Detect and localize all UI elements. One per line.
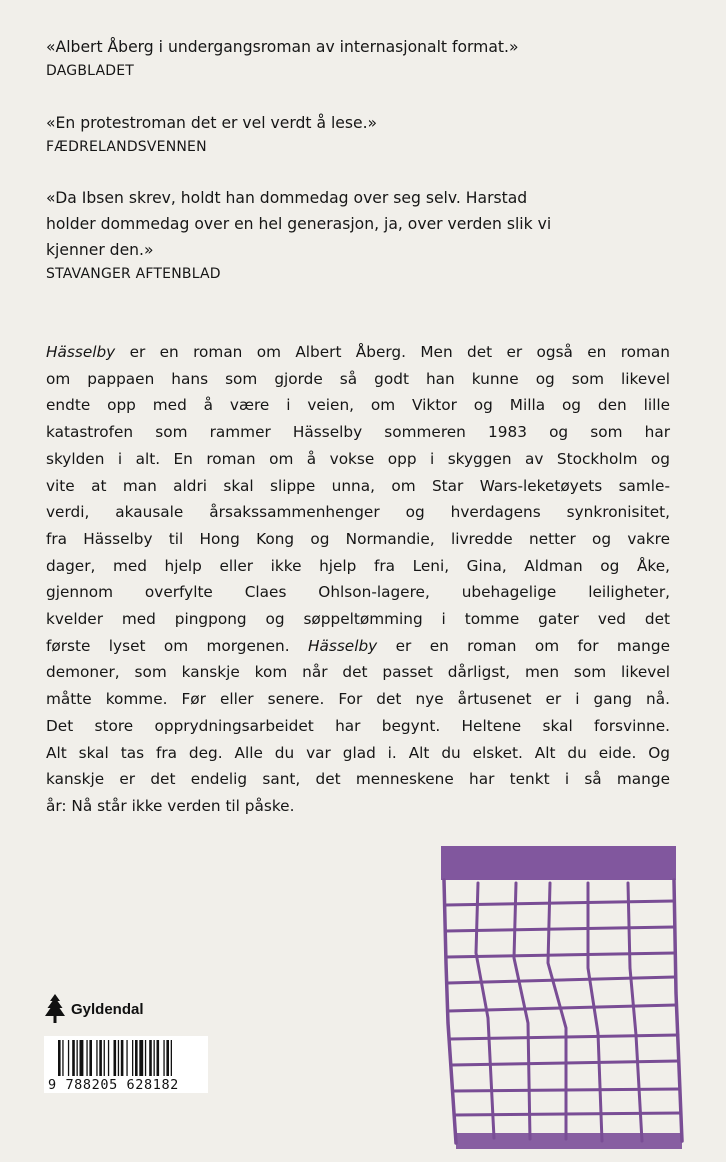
quote-line: kjenner den.» bbox=[46, 241, 154, 259]
quote-source: DAGBLADET bbox=[46, 63, 134, 79]
blurb-line: om pappaen hans som gjorde så godt han kunne og som likevel bbox=[46, 369, 670, 388]
blurb-line: endte opp med å være i veien, om Viktor og Milla og den lille bbox=[46, 396, 670, 415]
book-title: Hässelby bbox=[307, 636, 378, 655]
blurb-line: Alt skal tas fra deg. Alle du var glad i. Alt du elsket. Alt du eide. Og bbox=[46, 743, 670, 762]
publisher-logo bbox=[44, 994, 144, 1024]
tree-icon bbox=[44, 994, 66, 1024]
barcode-bars bbox=[44, 1036, 208, 1078]
blurb-text: er en roman om Albert Åberg. Men det er også en roman bbox=[115, 343, 670, 361]
blurb-line: måtte komme. Før eller senere. For det nye årtusenet er i gang nå. bbox=[46, 690, 670, 709]
blurb-line: kanskje er det endelig sant, det menneskene har tenkt i så mange bbox=[46, 770, 670, 789]
blurb-line: demoner, som kanskje kom når det passet dårligst, men som likevel bbox=[46, 663, 670, 682]
blurb-line bbox=[46, 633, 670, 660]
blurb-text: første lyset om morgenen. bbox=[46, 636, 308, 655]
blurb-line: gjennom overfylte Claes Ohlson-lagere, ubehagelige leiligheter, bbox=[46, 583, 670, 602]
review-quote-stavanger-aftenblad bbox=[46, 185, 646, 285]
review-quote-faedrelandsvennen bbox=[46, 110, 646, 158]
review-quote-dagbladet bbox=[46, 34, 646, 82]
blurb-line: verdi, akausale årsakssammenhenger og hverdagens synkronisitet, bbox=[46, 503, 670, 522]
quote-source: STAVANGER AFTENBLAD bbox=[46, 266, 221, 282]
blurb-text: er en roman om for mange bbox=[377, 636, 670, 655]
crayon-grid-drawing bbox=[438, 843, 688, 1155]
quote-text bbox=[46, 185, 646, 263]
blurb-line: kvelder med pingpong og søppeltømming i tomme gater ved det bbox=[46, 610, 670, 629]
blurb-line: dager, med hjelp eller ikke hjelp fra Leni, Gina, Aldman og Åke, bbox=[46, 556, 670, 575]
blurb-line: vite at man aldri skal slippe unna, om Star Wars-leketøyets samle- bbox=[46, 476, 670, 495]
publisher-name: Gyldendal bbox=[71, 1000, 144, 1018]
barcode-digits: 9 788205 628182 bbox=[48, 1077, 179, 1093]
quote-text: «En protestroman det er vel verdt å lese.» bbox=[46, 114, 378, 132]
blurb-line: Det store opprydningsarbeidet har begynt. Heltene skal forsvinne. bbox=[46, 716, 670, 735]
blurb-line bbox=[46, 339, 670, 366]
blurb-line: katastrofen som rammer Hässelby sommeren 1983 og som har bbox=[46, 423, 670, 442]
book-blurb bbox=[46, 339, 670, 820]
quote-line: «Da Ibsen skrev, holdt han dommedag over seg selv. Harstad bbox=[46, 189, 528, 207]
blurb-line: fra Hässelby til Hong Kong og Normandie, livredde netter og vakre bbox=[46, 529, 670, 548]
quote-source: FÆDRELANDSVENNEN bbox=[46, 139, 207, 155]
book-title: Hässelby bbox=[46, 343, 116, 361]
quote-text: «Albert Åberg i undergangsroman av internasjonalt format.» bbox=[46, 38, 519, 56]
blurb-line: år: Nå står ikke verden til påske. bbox=[46, 796, 295, 815]
quote-line: holder dommedag over en hel generasjon, ja, over verden slik vi bbox=[46, 215, 552, 233]
isbn-barcode bbox=[44, 1036, 208, 1093]
blurb-line: skylden i alt. En roman om å vokse opp i skyggen av Stockholm og bbox=[46, 449, 670, 468]
